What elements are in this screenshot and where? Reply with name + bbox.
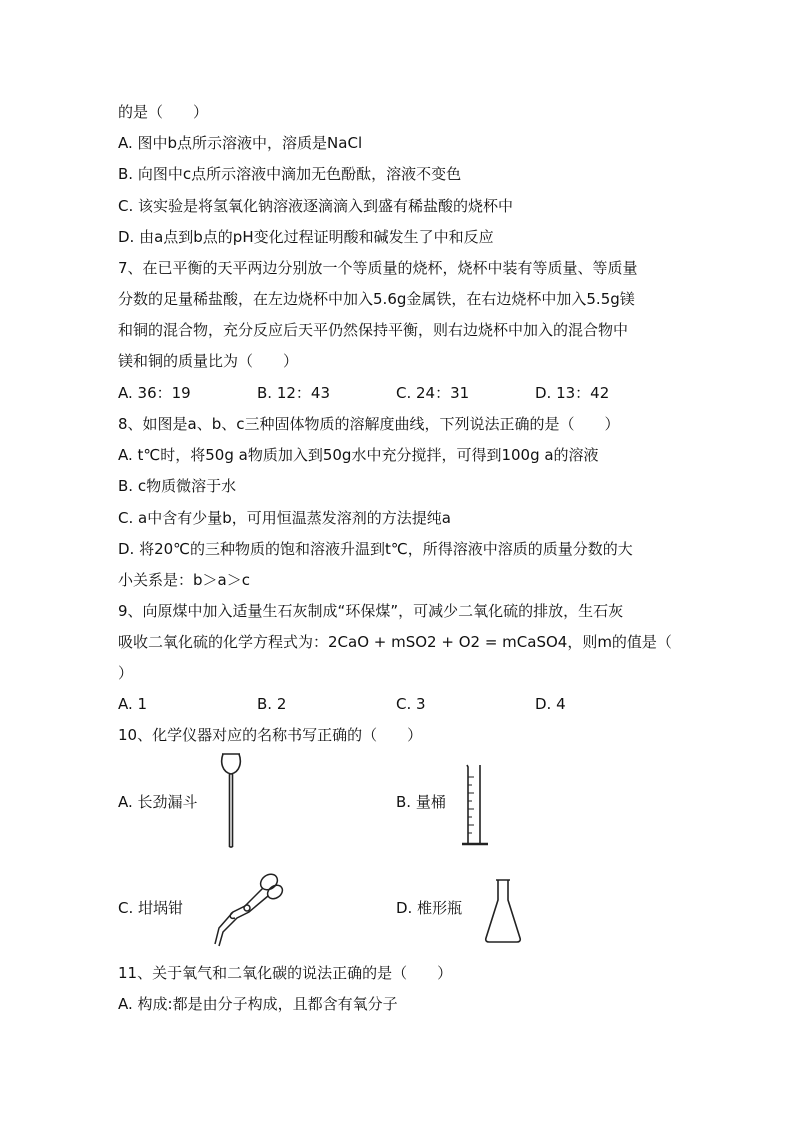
q7-line-2: 分数的足量稀盐酸，在左边烧杯中加入5.6g金属铁，在右边烧杯中加入5.5g镁	[118, 290, 635, 308]
q8-stem: 8、如图是a、b、c三种固体物质的溶解度曲线，下列说法正确的是（ ）	[118, 415, 620, 433]
q10-stem: 10、化学仪器对应的名称书写正确的（ ）	[118, 726, 423, 744]
q9-option-c: C. 3	[396, 695, 426, 713]
crucible-tongs-icon	[205, 870, 287, 948]
q7-line-4: 镁和铜的质量比为（ ）	[118, 352, 299, 370]
q7-option-b: B. 12：43	[257, 384, 331, 402]
q9-line-3: ）	[118, 664, 134, 682]
q8-option-a: A. t℃时，将50g a物质加入到50g水中充分搅拌，可得到100g a的溶液	[118, 446, 599, 464]
q7-option-a: A. 36：19	[118, 384, 191, 402]
q6-option-d: D. 由a点到b点的pH变化过程证明酸和碱发生了中和反应	[118, 228, 494, 246]
q9-option-a: A. 1	[118, 695, 148, 713]
q11-option-a: A. 构成:都是由分子构成，且都含有氧分子	[118, 995, 398, 1013]
q6-option-a: A. 图中b点所示溶液中，溶质是NaCl	[118, 134, 363, 152]
q6-stem-end: 的是（ ）	[118, 103, 209, 121]
q10-option-b: B. 量桶	[396, 793, 446, 811]
long-neck-funnel-icon	[218, 752, 244, 850]
q11-stem: 11、关于氧气和二氧化碳的说法正确的是（ ）	[118, 964, 453, 982]
graduated-cylinder-icon	[460, 763, 490, 849]
q9-option-b: B. 2	[257, 695, 287, 713]
q7-line-3: 和铜的混合物，充分反应后天平仍然保持平衡，则右边烧杯中加入的混合物中	[118, 321, 629, 339]
q6-option-c: C. 该实验是将氢氧化钠溶液逐滴滴入到盛有稀盐酸的烧杯中	[118, 197, 514, 215]
conical-flask-icon	[483, 878, 523, 944]
q8-option-b: B. c物质微溶于水	[118, 477, 237, 495]
q9-option-d: D. 4	[535, 695, 566, 713]
q7-line-1: 7、在已平衡的天平两边分别放一个等质量的烧杯，烧杯中装有等质量、等质量	[118, 259, 638, 277]
q8-option-c: C. a中含有少量b，可用恒温蒸发溶剂的方法提纯a	[118, 509, 451, 527]
q7-option-c: C. 24：31	[396, 384, 470, 402]
q6-option-b: B. 向图中c点所示溶液中滴加无色酚酞，溶液不变色	[118, 165, 462, 183]
q8-option-d: D. 将20℃的三种物质的饱和溶液升温到t℃，所得溶液中溶质的质量分数的大	[118, 540, 633, 558]
q10-option-a: A. 长劲漏斗	[118, 793, 198, 811]
q7-option-d: D. 13：42	[535, 384, 610, 402]
q8-option-d-cont: 小关系是：b＞a＞c	[118, 571, 250, 589]
q10-option-c: C. 坩埚钳	[118, 899, 184, 917]
q10-option-d: D. 椎形瓶	[396, 899, 463, 917]
q9-line-2: 吸收二氧化硫的化学方程式为：2CaO + mSO2 + O2 = mCaSO4，则m的值是（	[118, 633, 672, 651]
q9-line-1: 9、向原煤中加入适量生石灰制成“环保煤”，可减少二氧化硫的排放，生石灰	[118, 602, 624, 620]
